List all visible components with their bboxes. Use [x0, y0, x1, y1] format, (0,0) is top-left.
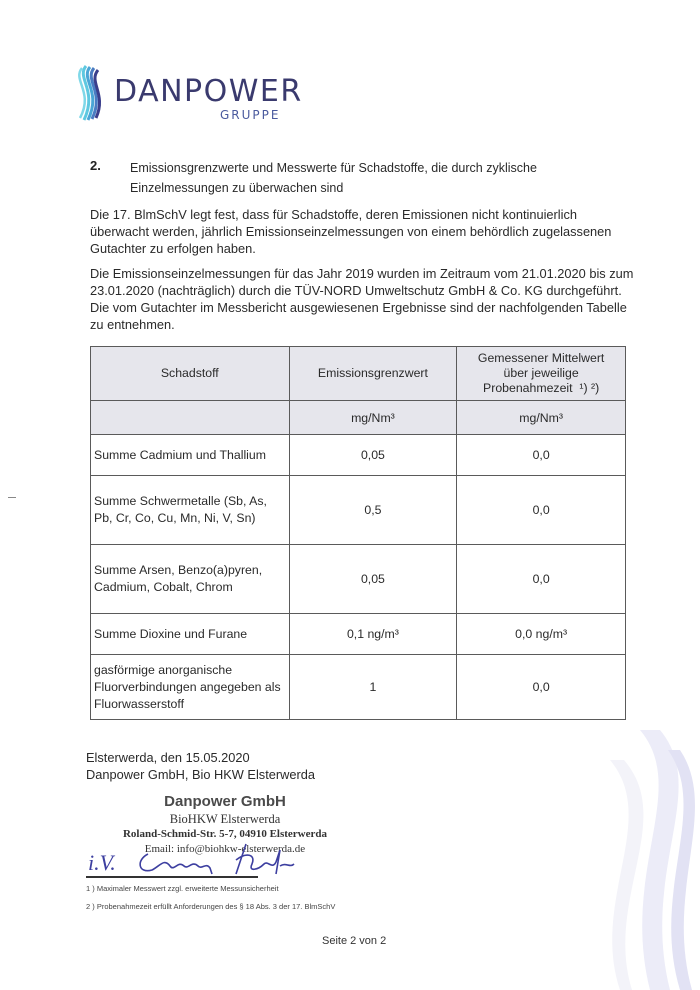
intro-paragraph: Die 17. BlmSchV legt fest, dass für Schadstoffe, deren Emissionen nicht kontinuierlich überwacht werden, jährlich Emissionseinzelmessungen von einem behördlich zugelassenen Gutachter zu erfolgen haben. — [90, 207, 612, 256]
unit-measured: mg/Nm³ — [457, 401, 626, 435]
danpower-logo — [72, 64, 303, 124]
stamp-unit: BioHKW Elsterwerda — [169, 812, 281, 826]
place-and-date: Elsterwerda, den 15.05.2020 — [86, 750, 250, 765]
header-measured-line1: Gemessener Mittelwert — [477, 351, 605, 365]
watermark-wave-icon — [580, 730, 700, 990]
pollutant-cell: Summe Cadmium und Thallium — [91, 435, 290, 476]
emissions-table — [90, 346, 626, 720]
unit-pollutant — [91, 401, 290, 435]
flame-wave-logo-icon — [72, 64, 106, 122]
brand-subtitle: GRUPPE — [220, 108, 281, 122]
stamp-company-name: Danpower GmbH — [164, 793, 286, 810]
limit-cell: 0,5 — [289, 476, 457, 545]
limit-cell: 1 — [289, 655, 457, 720]
pollutant-cell: gasförmige anorganische Fluorverbindungen angegeben als Fluorwasserstoff — [91, 655, 290, 720]
measurement-paragraph: Die Emissionseinzelmessungen für das Jahr 2019 wurden im Zeitraum vom 21.01.2020 bis zum 23.01.2020 (nachträglich) durch die TÜV-NORD Umweltschutz GmbH & Co. KG durchgeführt. Die vom Gutachter im Messbericht ausgewiesenen Ergebnisse sind der nachfolgenden Tabelle zu entnehmen. — [90, 266, 634, 332]
signature-prefix: i.V. — [88, 850, 116, 875]
limit-cell: 0,05 — [289, 435, 457, 476]
signature-line — [86, 876, 258, 878]
header-pollutant: Schadstoff — [91, 347, 290, 401]
handwritten-signature — [86, 840, 316, 880]
table-row — [91, 655, 626, 720]
header-measured — [457, 347, 626, 401]
header-measured-line3: Probenahmezeit — [483, 381, 573, 395]
limit-cell: 0,1 ng/m³ — [289, 614, 457, 655]
table-row — [91, 545, 626, 614]
scan-artifact-mark — [8, 497, 16, 498]
header-measured-line2: über jeweilige — [503, 366, 579, 380]
stamp-address: Roland-Schmid-Str. 5-7, 04910 Elsterwerda — [122, 828, 327, 840]
table-row — [91, 435, 626, 476]
unit-limit: mg/Nm³ — [289, 401, 457, 435]
limit-cell: 0,05 — [289, 545, 457, 614]
stamp-email: Email: info@biohkw-elsterwerda.de — [144, 843, 306, 855]
measured-cell: 0,0 — [457, 655, 626, 720]
footnote-1: 1 ) Maximaler Messwert zzgl. erweiterte Messunsicherheit — [86, 884, 279, 893]
table-header-row — [91, 347, 626, 401]
measured-cell: 0,0 — [457, 476, 626, 545]
table-row — [91, 614, 626, 655]
page-number: Seite 2 von 2 — [322, 935, 387, 947]
pollutant-cell: Summe Arsen, Benzo(a)pyren, Cadmium, Cobalt, Chrom — [91, 545, 290, 614]
table-row — [91, 476, 626, 545]
footnote-2: 2 ) Probenahmezeit erfüllt Anforderungen des § 18 Abs. 3 der 17. BlmSchV — [86, 902, 336, 911]
measured-cell: 0,0 ng/m³ — [457, 614, 626, 655]
footnote-refs: ¹) ²) — [579, 381, 600, 395]
section-number: 2. — [90, 158, 101, 173]
measured-cell: 0,0 — [457, 545, 626, 614]
brand-wordmark: DANPOWER — [114, 74, 303, 109]
company-line: Danpower GmbH, Bio HKW Elsterwerda — [86, 767, 315, 782]
section-title: Emissionsgrenzwerte und Messwerte für Schadstoffe, die durch zyklische Einzelmessungen zu überwachen sind — [130, 161, 537, 195]
pollutant-cell: Summe Dioxine und Furane — [91, 614, 290, 655]
measured-cell: 0,0 — [457, 435, 626, 476]
table-units-row — [91, 401, 626, 435]
header-limit: Emissionsgrenzwert — [289, 347, 457, 401]
pollutant-cell: Summe Schwermetalle (Sb, As, Pb, Cr, Co, Cu, Mn, Ni, V, Sn) — [91, 476, 290, 545]
